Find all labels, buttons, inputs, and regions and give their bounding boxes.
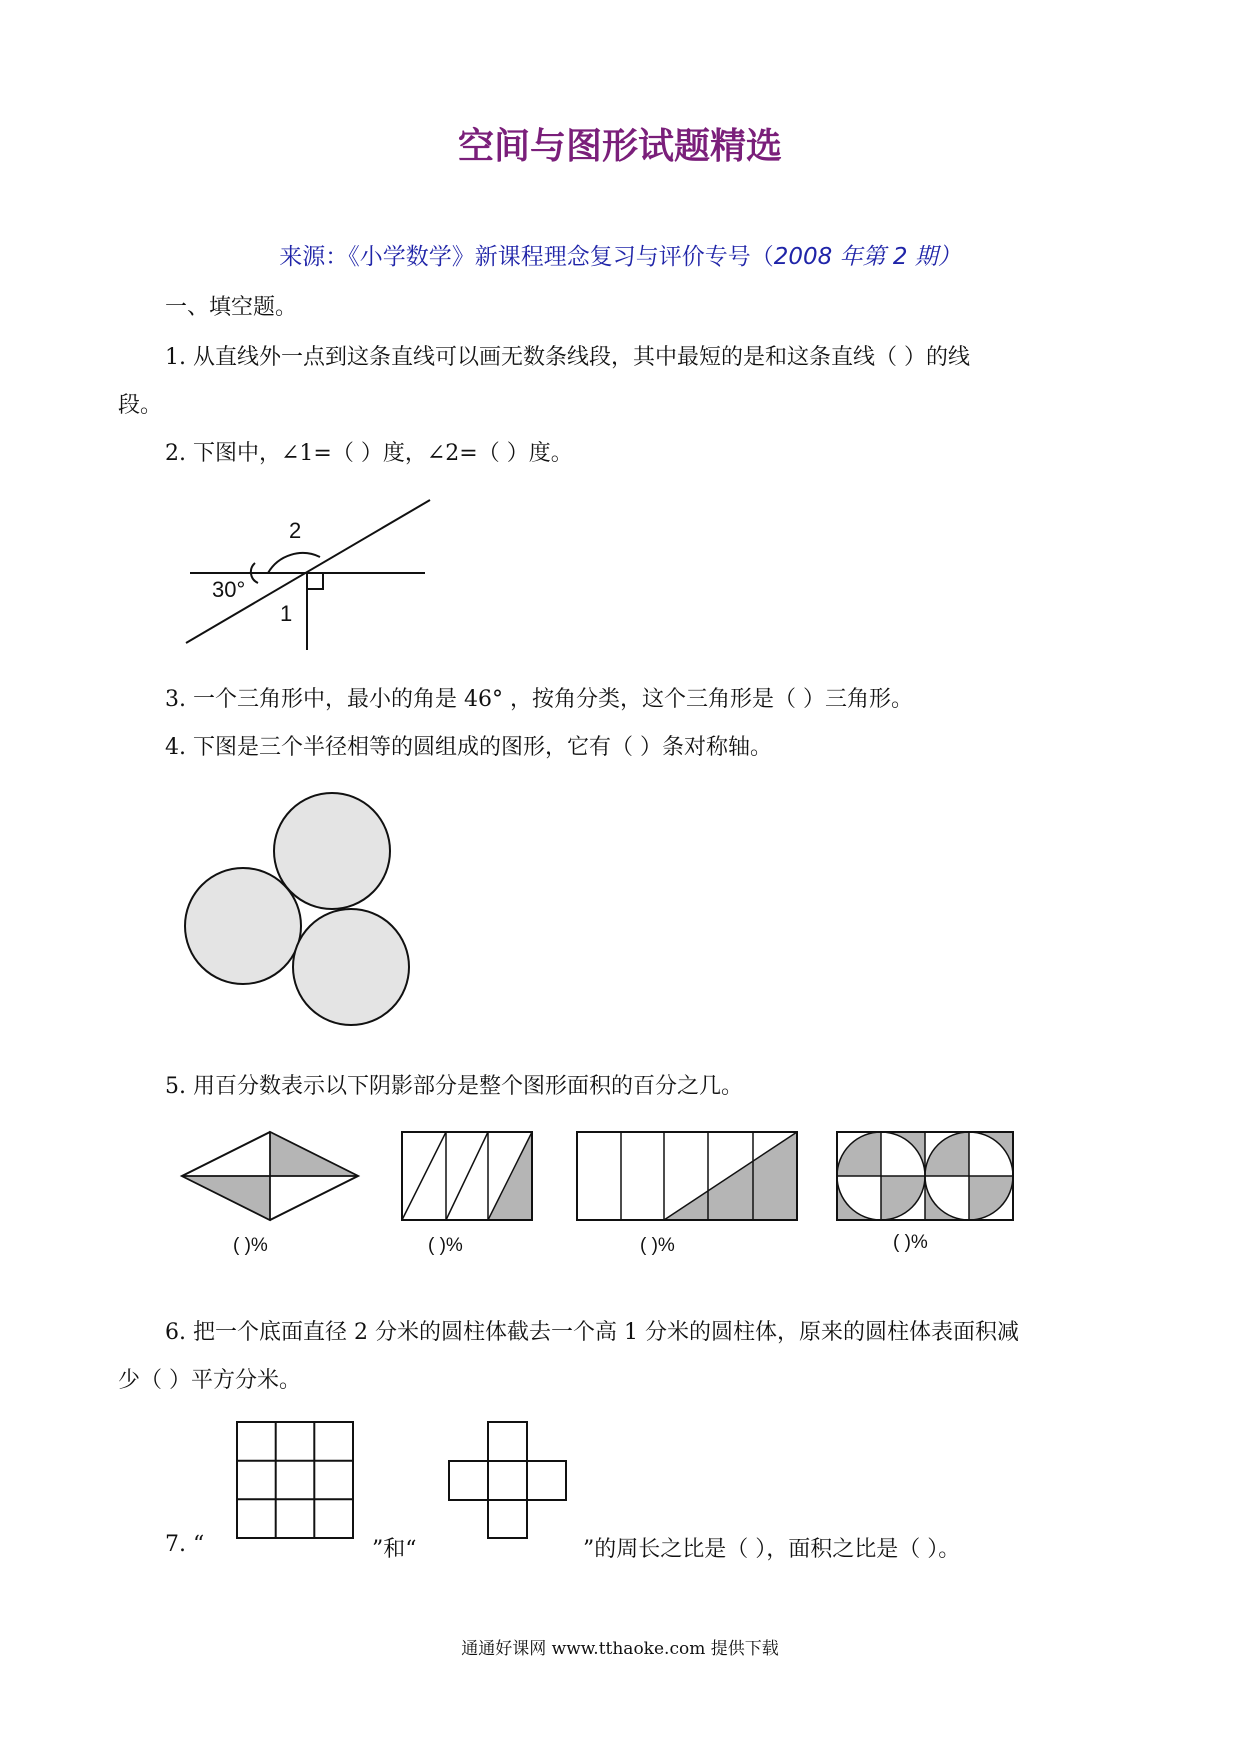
question-4: 4. 下图是三个半径相等的圆组成的图形，它有（ ）条对称轴。 — [165, 735, 772, 760]
question-6-line-2: 少（ ）平方分米。 — [118, 1368, 301, 1393]
angle-1-label: 1 — [280, 601, 293, 626]
answer-blank-3: ( )% — [640, 1235, 675, 1256]
source-prefix: 来源：《小学数学》新课程理念复习与评价专号（ — [279, 244, 774, 270]
question-1-line-2: 段。 — [118, 393, 163, 418]
source-mid: 年第 — [832, 244, 893, 270]
question-6-line-1: 6. 把一个底面直径 2 分米的圆柱体截去一个高 1 分米的圆柱体，原来的圆柱体表面积减 — [165, 1320, 1019, 1345]
source-end: 期） — [907, 244, 961, 270]
three-circles-figure — [170, 785, 420, 1035]
question-2: 2. 下图中，∠1=（ ）度，∠2=（ ）度。 — [165, 441, 573, 466]
question-7-suffix: ”的周长之比是（ ），面积之比是（ ）。 — [583, 1537, 961, 1562]
footer: 通通好课网 www.tthaoke.com 提供下载 — [461, 1639, 779, 1659]
answer-blank-4: ( )% — [893, 1232, 928, 1253]
striped-rectangle-figure — [400, 1130, 536, 1222]
angle-figure — [180, 495, 440, 655]
question-3: 3. 一个三角形中，最小的角是 46° ，按角分类，这个三角形是（ ）三角形。 — [165, 687, 913, 712]
five-column-figure — [575, 1130, 801, 1222]
question-5: 5. 用百分数表示以下阴影部分是整个图形面积的百分之几。 — [165, 1074, 743, 1099]
section-heading: 一、填空题。 — [165, 295, 298, 320]
rhombus-figure — [180, 1130, 360, 1222]
angle-30-label: 30° — [212, 577, 246, 602]
circles-grid-figure — [835, 1130, 1015, 1222]
cross-shape-figure — [447, 1420, 569, 1540]
angle-2-label: 2 — [289, 518, 302, 543]
answer-blank-1: ( )% — [233, 1235, 268, 1256]
question-7-prefix: 7. “ — [165, 1532, 205, 1557]
three-by-three-grid-figure — [235, 1420, 355, 1540]
question-1-line-1: 1. 从直线外一点到这条直线可以画无数条线段，其中最短的是和这条直线（ ）的线 — [165, 345, 970, 370]
answer-blank-2: ( )% — [428, 1235, 463, 1256]
source-line — [0, 238, 1240, 271]
page-title: 空间与图形试题精选 — [457, 126, 782, 167]
source-num: 2 — [892, 244, 908, 270]
question-7-mid: ”和“ — [372, 1537, 417, 1562]
source-year: 2008 — [773, 244, 833, 270]
